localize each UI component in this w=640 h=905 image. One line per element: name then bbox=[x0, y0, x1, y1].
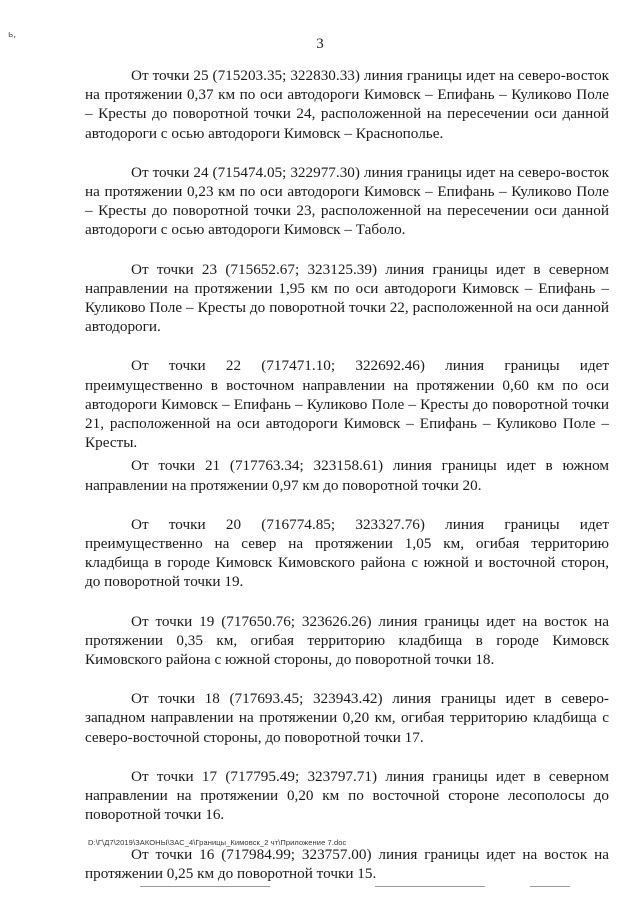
paragraph-point-24: От точки 24 (715474.05; 322977.30) линия границы идет на северо-восток на протяжении 0,23 км по оси автодороги Кимовск – Епифань – Куликово Поле – Кресты до поворотной точки 23, расположенной на пересечении оси данной автодороги с осью автодороги Кимовск – Таболо. bbox=[85, 163, 609, 239]
scan-edge-line bbox=[140, 886, 270, 887]
paragraph-point-16: От точки 16 (717984.99; 323757.00) линия границы идет на восток на протяжении 0,25 км до поворотной точки 15. bbox=[85, 845, 609, 882]
page-number: 3 bbox=[316, 36, 324, 52]
paragraph-point-25: От точки 25 (715203.35; 322830.33) линия границы идет на северо-восток на протяжении 0,37 км по оси автодороги Кимовск – Епифань – Куликово Поле – Кресты до поворотной точки 24, расположенной на пересечении оси данной автодороги с осью автодороги Кимовск – Краснополье. bbox=[85, 67, 609, 142]
paragraph-point-19: От точки 19 (717650.76; 323626.26) линия границы идет на восток на протяжении 0,35 км, огибая территорию кладбища в городе Кимовск Кимовского района с южной стороны, до поворотной точки 18. bbox=[85, 612, 609, 669]
paragraph-point-22: От точки 22 (717471.10; 322692.46) линия границы идет преимущественно в восточном направлении на протяжении 0,60 км по оси автодороги Кимовск – Епифань – Куликово Поле – Кресты до поворотной точки 21, расположенной на оси автодороги Кимовск – Епифань – Куликово Поле – Кресты. bbox=[85, 357, 609, 452]
scan-edge-line bbox=[530, 886, 570, 887]
scan-edge-line bbox=[375, 886, 485, 887]
scan-artifact-mark: ь, bbox=[8, 30, 17, 40]
paragraph-point-21: От точки 21 (717763.34; 323158.61) линия границы идет в южном направлении на протяжении 0,97 км до поворотной точки 20. bbox=[85, 457, 609, 494]
footer-file-path: D:\Г\Д7\2019\ЗАКОНЫ\ЗАС_4\Границы_Кимовск_2 чт\Приложение 7.doc bbox=[88, 838, 347, 847]
document-body bbox=[85, 66, 609, 883]
paragraph-point-20: От точки 20 (716774.85; 323327.76) линия границы идет преимущественно на север на протяжении 1,05 км, огибая территорию кладбища в городе Кимовск Кимовского района с южной и восточной сторон, до поворотной точки 19. bbox=[85, 515, 609, 591]
paragraph-point-17: От точки 17 (717795.49; 323797.71) линия границы идет в северном направлении на протяжении 0,20 км по восточной стороне лесополосы до поворотной точки 16. bbox=[85, 767, 609, 824]
paragraph-point-23: От точки 23 (715652.67; 323125.39) линия границы идет в северном направлении на протяжении 1,95 км по оси автодороги Кимовск – Епифань – Куликово Поле – Кресты до поворотной точки 22, расположенной на оси данной автодороги. bbox=[85, 260, 609, 336]
paragraph-point-18: От точки 18 (717693.45; 323943.42) линия границы идет в северо-западном направлении на протяжении 0,20 км, огибая территорию кладбища с северо-восточной стороны, до поворотной точки 17. bbox=[85, 690, 609, 746]
